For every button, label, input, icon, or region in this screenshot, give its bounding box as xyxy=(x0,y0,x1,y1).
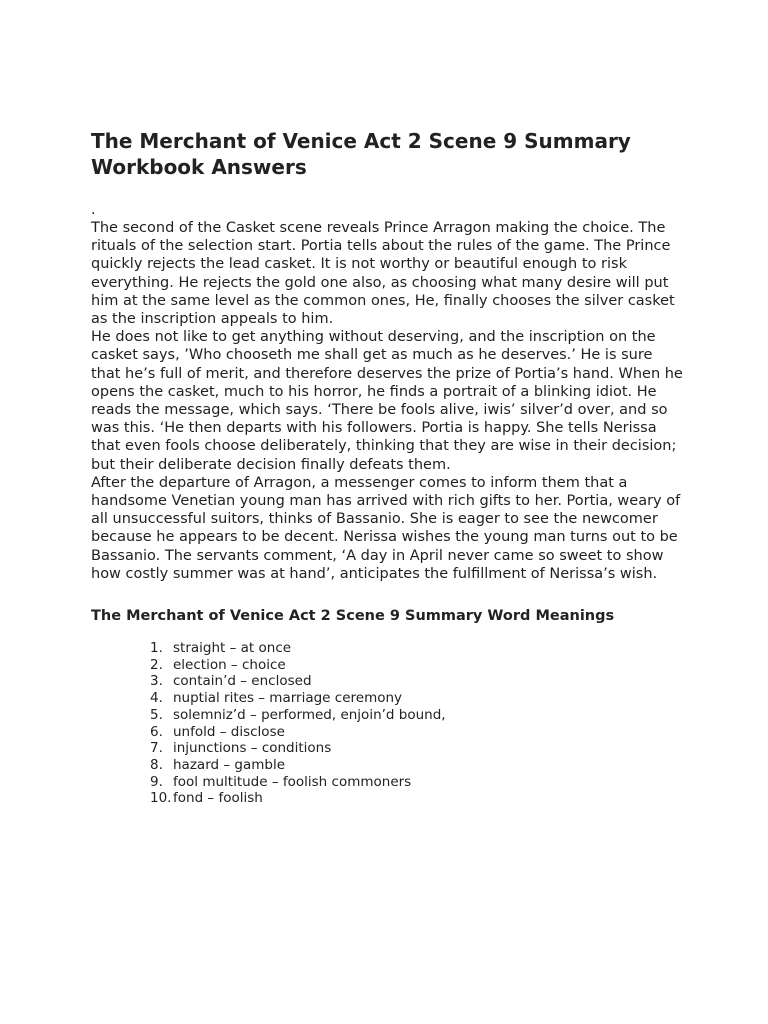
list-item xyxy=(150,757,683,774)
list-item-text: fond – foolish xyxy=(173,790,263,807)
list-item xyxy=(150,740,683,757)
list-item-text: nuptial rites – marriage ceremony xyxy=(173,690,403,707)
list-item xyxy=(150,657,683,674)
list-item xyxy=(150,673,683,690)
page-title: The Merchant of Venice Act 2 Scene 9 Summary Workbook Answers xyxy=(91,129,631,179)
list-item xyxy=(150,690,683,707)
list-item-number: 3. xyxy=(150,673,163,690)
list-item-number: 1. xyxy=(150,640,163,657)
word-meanings-heading: The Merchant of Venice Act 2 Scene 9 Summary Word Meanings xyxy=(91,608,615,625)
list-item xyxy=(150,724,683,741)
document-page xyxy=(91,128,683,807)
list-item xyxy=(150,640,683,657)
list-item xyxy=(150,790,683,807)
summary-paragraph-3: After the departure of Arragon, a messenger comes to inform them that a handsome Venetian young man has arrived with rich gifts to her. Portia, weary of all unsuccessful suitors, thinks of Bassanio. She is eager to see the newcomer because he appears to be decent. Nerissa wishes the young man turns out to be Bassanio. The servants comment, ‘A day in April never came so sweet to show how costly summer was at hand’, anticipates the fulfillment of Nerissa’s wish. xyxy=(91,474,681,582)
list-item-number: 10. xyxy=(150,790,172,807)
list-item-number: 4. xyxy=(150,690,163,707)
list-item-number: 8. xyxy=(150,756,163,773)
list-item-text: unfold – disclose xyxy=(173,723,285,740)
list-item-text: hazard – gamble xyxy=(173,756,286,773)
list-item xyxy=(150,774,683,791)
list-item xyxy=(150,707,683,724)
list-item-text: contain’d – enclosed xyxy=(173,673,312,690)
list-item-number: 2. xyxy=(150,656,163,673)
list-item-text: injunctions – conditions xyxy=(173,740,332,757)
list-item-text: fool multitude – foolish commoners xyxy=(173,773,412,790)
summary-paragraph-2: He does not like to get anything without deserving, and the inscription on the casket says, ’Who chooseth me shall get as much as he deserves.’ He is sure that he’s full of merit, and therefore deserves the prize of Portia’s hand. When he opens the casket, much to his horror, he finds a portrait of a blinking idiot. He reads the message, which says. ‘There be fools alive, iwis’ silver’d over, and so was this. ‘He then departs with his followers. Portia is happy. She tells Nerissa that even fools choose deliberately, thinking that they are wise in their decision; but their deliberate decision finally defeats them. xyxy=(91,329,683,473)
summary-paragraph-1: The second of the Casket scene reveals Prince Arragon making the choice. The rituals of the selection start. Portia tells about the rules of the game. The Prince quickly rejects the lead casket. It is not worthy or beautiful enough to risk everything. He rejects the gold one also, as choosing what many desire will put him at the same level as the common ones, He, finally chooses the silver casket as the inscription appeals to him. xyxy=(91,220,675,328)
list-item-number: 7. xyxy=(150,740,163,757)
list-item-text: election – choice xyxy=(173,656,286,673)
list-item-text: straight – at once xyxy=(173,640,292,657)
separator-dot: . xyxy=(91,202,96,218)
list-item-number: 6. xyxy=(150,723,163,740)
list-item-number: 5. xyxy=(150,706,163,723)
list-item-text: solemniz’d – performed, enjoin’d bound, xyxy=(173,706,446,723)
list-item-number: 9. xyxy=(150,773,163,790)
word-meanings-list xyxy=(91,640,683,807)
